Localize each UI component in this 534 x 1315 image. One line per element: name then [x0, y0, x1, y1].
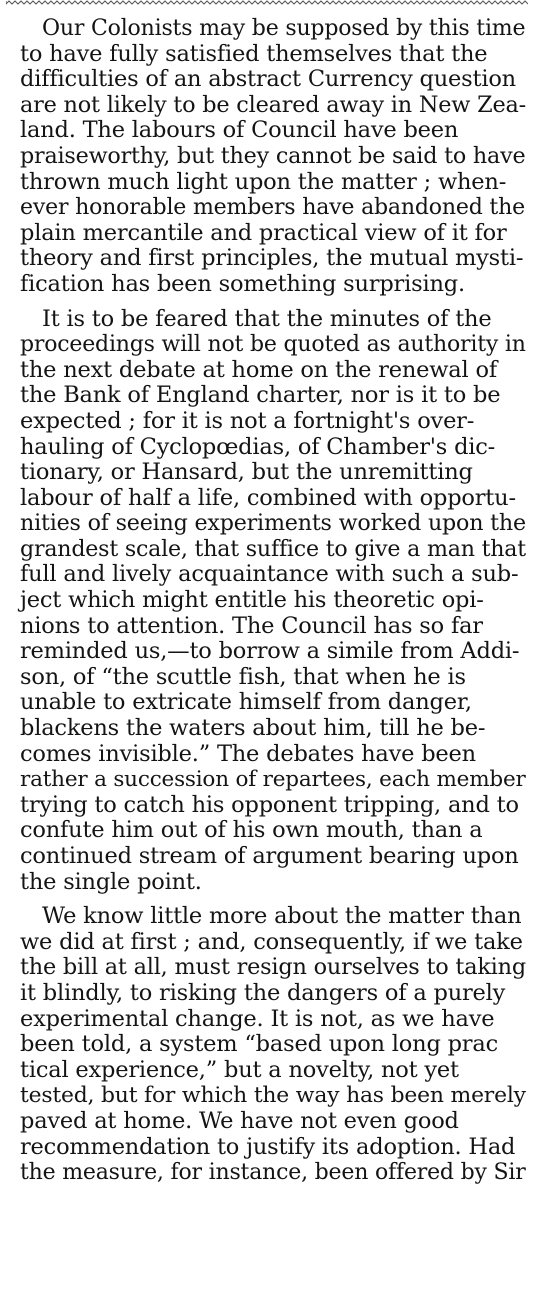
text-line: recommendation to justify its adoption. Had	[20, 1133, 516, 1160]
text-line: the measure, for instance, been offered by Sir	[20, 1160, 526, 1186]
text-line: continued stream of argument bearing upon	[20, 843, 519, 869]
text-line: proceedings will not be quoted as authority in	[20, 332, 526, 358]
text-line: are not likely to be cleared away in New Zea-	[20, 91, 526, 118]
text-line: to have fully satisfied themselves that the	[20, 40, 488, 67]
text-line: rather a succession of repartees, each member	[20, 767, 526, 793]
text-line: we did at first ; and, consequently, if we take	[20, 928, 523, 955]
article	[20, 16, 526, 1186]
text-line: tested, but for which the way has been merely	[20, 1083, 526, 1109]
text-line: blackens the waters about him, till he be-	[20, 715, 486, 742]
text-line: reminded us,—to borrow a simile from Addi-	[20, 638, 520, 665]
text-line: trying to catch his opponent tripping, and to	[20, 791, 519, 818]
text-line: fication has been something surprising.	[20, 270, 465, 297]
text-line: unable to extricate himself from danger,	[20, 689, 472, 716]
text-line: expected ; for it is not a fortnight's over-	[20, 407, 475, 434]
text-line: land. The labours of Council have been	[20, 117, 459, 144]
text-line: labour of half a life, combined with opportu-	[20, 484, 516, 511]
text-line: experimental change. It is not, as we have	[20, 1005, 495, 1032]
text-line: praiseworthy, but they cannot be said to have	[20, 142, 526, 169]
text-line: Our Colonists may be supposed by this time	[42, 16, 526, 41]
paragraph-3	[20, 904, 526, 1186]
text-line: nions to attention. The Council has so far	[20, 612, 483, 639]
text-line: hauling of Cyclopœdias, of Chamber's dic-	[20, 433, 496, 460]
text-line: ever honorable members have abandoned the	[20, 195, 525, 221]
text-line: tical experience,” but a novelty, not yet	[20, 1056, 459, 1083]
text-line: the bill at all, must resign ourselves to taking	[20, 954, 526, 981]
text-line: confute him out of his own mouth, than a	[20, 817, 483, 844]
decorative-rule	[6, 0, 528, 6]
text-line: the next debate at home on the renewal of	[20, 356, 497, 383]
text-line: theory and first principles, the mutual mysti-	[20, 245, 524, 272]
text-line: been told, a system “based upon long prac	[20, 1031, 498, 1058]
text-line: it blindly, to risking the dangers of a purely	[20, 979, 506, 1006]
text-line: full and lively acquaintance with such a sub-	[20, 561, 519, 588]
text-line: We know little more about the matter than	[42, 903, 522, 930]
text-line: ject which might entitle his theoretic opi-	[20, 587, 484, 614]
text-line: paved at home. We have not even good	[20, 1107, 459, 1134]
text-line: the Bank of England charter, nor is it to be	[20, 382, 501, 409]
text-line: It is to be feared that the minutes of the	[42, 305, 492, 332]
text-line: nities of seeing experiments worked upon the	[20, 510, 526, 537]
text-line: difficulties of an abstract Currency question	[20, 66, 516, 93]
paragraph-2	[20, 307, 526, 896]
text-line: grandest scale, that suffice to give a man that	[20, 535, 526, 562]
text-line: the single point.	[20, 868, 202, 895]
text-line: thrown much light upon the matter ; when-	[20, 168, 507, 195]
text-line: comes invisible.” The debates have been	[20, 740, 476, 767]
text-line: tionary, or Hansard, but the unremitting	[20, 459, 473, 486]
text-line: son, of “the scuttle fish, that when he is	[20, 663, 466, 690]
paragraph-1	[20, 16, 526, 298]
text-line: plain mercantile and practical view of it for	[20, 219, 507, 246]
